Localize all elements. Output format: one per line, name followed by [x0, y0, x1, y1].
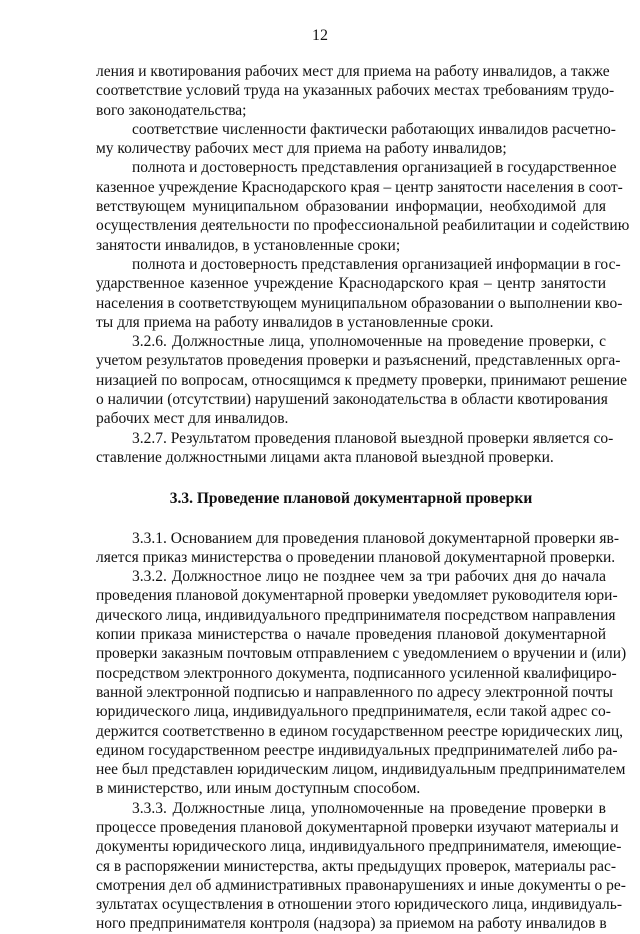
- paragraph: [96, 799, 626, 934]
- text-line: полнота и достоверность представления организацией информации в гос-: [132, 255, 621, 273]
- paragraph: [96, 567, 627, 799]
- text-line: проверки заказным почтовым отправлением с уведомлением о вручении и (или): [96, 645, 627, 663]
- text-line: вого законодательства;: [96, 101, 247, 119]
- text-line: ты для приема на работу инвалидов в установленные сроки.: [96, 313, 494, 331]
- text-line: держится соответственно в едином государственном реестре юридических лиц,: [96, 722, 624, 740]
- paragraph: [96, 429, 614, 468]
- text-line: зультатах осуществления в отношении этого юридического лица, индивидуаль-: [96, 896, 623, 914]
- text-line: 3.3.3. Должностные лица, уполномоченные на проведение проверки в: [132, 799, 606, 817]
- paragraph: [96, 529, 620, 568]
- text-line: проведения плановой документарной проверки уведомляет руководителя юри-: [96, 587, 618, 605]
- paragraph: [96, 62, 615, 120]
- text-line: 3.3.1. Основанием для проведения плановой документарной проверки яв-: [132, 529, 620, 547]
- text-line: занятости инвалидов, в установленные сроки;: [96, 236, 401, 254]
- text-line: ного предпринимателя контроля (надзора) за приемом на работу инвалидов в: [96, 915, 607, 933]
- paragraph: [96, 255, 623, 332]
- text-line: юридического лица, индивидуального предпринимателя, если такой адрес со-: [96, 703, 611, 721]
- text-line: процессе проведения плановой документарной проверки изучают материалы и: [96, 818, 619, 836]
- text-line: ся в распоряжении министерства, акты предыдущих проверок, материалы рас-: [96, 857, 617, 875]
- text-line: ударственное казенное учреждение Краснодарского края – центр занятости: [96, 275, 606, 293]
- section-3-3-text: [96, 529, 627, 934]
- page-number: 12: [312, 27, 328, 44]
- text-line: му количеству рабочих мест для приема на работу инвалидов;: [96, 140, 507, 158]
- text-line: посредством электронного документа, подписанного усиленной квалифициро-: [96, 664, 617, 682]
- section-3-2-text: [96, 62, 630, 467]
- paragraph: [96, 332, 628, 428]
- text-line: смотрения дел об административных правонарушениях и иные документы о ре-: [96, 876, 626, 894]
- text-line: осуществления деятельности по профессиональной реабилитации и содействию: [96, 217, 630, 235]
- section-heading: 3.3. Проведение плановой документарной проверки: [169, 490, 533, 508]
- text-line: соответствие условий труда на указанных рабочих местах требованиям трудо-: [96, 82, 615, 100]
- text-line: 3.2.6. Должностные лица, уполномоченные на проведение проверки, с: [132, 333, 606, 351]
- text-line: низацией по вопросам, относящимся к предмету проверки, принимают решение: [96, 371, 628, 389]
- paragraph: [96, 120, 616, 159]
- text-line: 3.3.2. Должностное лицо не позднее чем за три рабочих дня до начала: [132, 568, 606, 586]
- text-line: полнота и достоверность представления организацией в государственное: [132, 159, 617, 177]
- text-line: дического лица, индивидуального предпринимателя посредством направления: [96, 606, 616, 624]
- text-line: ляется приказ министерства о проведении плановой документарной проверки.: [96, 548, 616, 566]
- text-line: ветствующем муниципальном образовании информации, необходимой для: [96, 198, 606, 216]
- text-line: 3.2.7. Результатом проведения плановой выездной проверки является со-: [132, 429, 614, 447]
- text-line: ванной электронной подписью и направленного по адресу электронной почты: [96, 683, 613, 701]
- text-line: нее был представлен юридическим лицом, индивидуальным предпринимателем: [96, 761, 626, 779]
- text-line: о наличии (отсутствии) нарушений законодательства в области квотирования: [96, 391, 608, 409]
- text-line: едином государственном реестре индивидуальных предпринимателей либо ра-: [96, 741, 618, 759]
- text-line: соответствие численности фактически работающих инвалидов расчетно-: [132, 120, 616, 138]
- paragraph: [96, 158, 630, 254]
- text-line: казенное учреждение Краснодарского края – центр занятости населения в соот-: [96, 178, 623, 196]
- text-line: ставление должностными лицами акта плановой выездной проверки.: [96, 448, 554, 466]
- text-line: в министерство, или иным доступным способом.: [96, 780, 421, 798]
- text-line: населения в соответствующем муниципальном образовании о выполнении кво-: [96, 294, 623, 312]
- text-line: копии приказа министерства о начале проведения плановой документарной: [96, 626, 606, 644]
- text-line: ления и квотирования рабочих мест для приема на работу инвалидов, а также: [96, 63, 610, 80]
- text-line: документы юридического лица, индивидуального предпринимателя, имеющие-: [96, 838, 622, 856]
- document-body: [96, 62, 630, 934]
- text-line: рабочих мест для инвалидов.: [96, 410, 289, 428]
- text-line: учетом результатов проведения проверки и разъяснений, представленных орга-: [96, 352, 621, 370]
